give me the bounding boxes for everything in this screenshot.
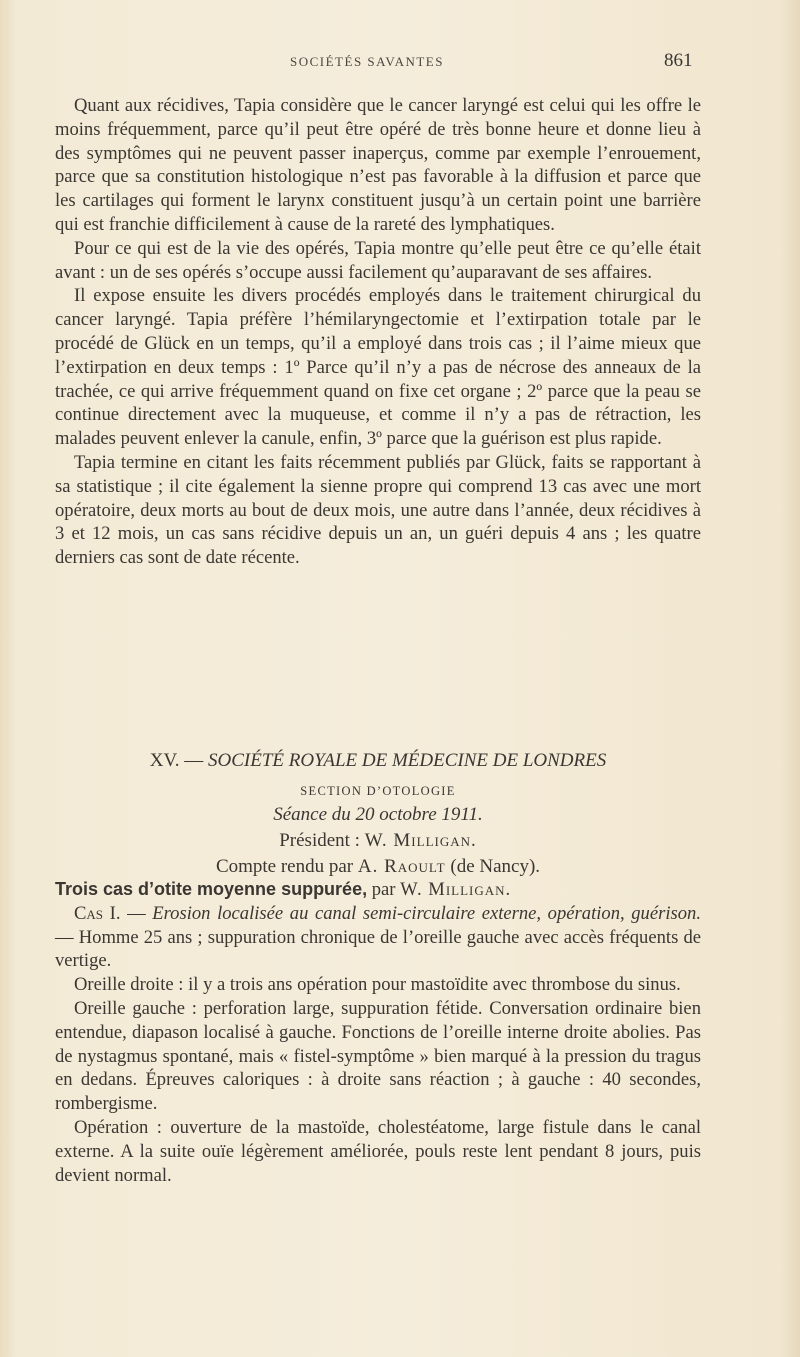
subsection-title: SECTION D’OTOLOGIE (300, 784, 456, 798)
compte-place: (de Nancy). (450, 856, 541, 877)
case-report (55, 878, 701, 1187)
case-summary: Erosion localisée au canal semi-circulaire externe, opération, guérison. (152, 902, 701, 924)
paragraph-procedes: Il expose ensuite les divers procédés employés dans le traitement chirurgical du cancer laryngé. Tapia préfère l’hémilaryngectomie et l’extirpation totale par le procédé de Glück en un temps, qu’il a employé dans trois cas ; il l’aime mieux que l’extirpation en deux temps : 1º Parce qu’il n’y a pas de nécrose des anneaux de la trachée, ce qui arrive fréquemment quand on fixe cet organe ; 2º parce que la peau se continue directement avec la muqueuse, et comme il n’y a pas de rétraction, les malades peuvent enlever la canule, enfin, 3º parce que la guérison est plus rapide. (55, 285, 701, 450)
case-one-intro (55, 902, 701, 973)
compte-rendu-line (55, 854, 701, 880)
page-number: 861 (664, 50, 693, 71)
case-paragraph-oreille-droite: Oreille droite : il y a trois ans opération pour mastoïdite avec thrombose du sinus. (74, 974, 681, 996)
president-label: Président : (279, 830, 360, 851)
section-number: XV. — (149, 750, 204, 771)
president-line (55, 828, 701, 854)
society-name: SOCIÉTÉ ROYALE DE MÉDECINE DE LONDRES (208, 750, 607, 771)
running-title: SOCIÉTÉS SAVANTES (290, 54, 444, 69)
president-name: W. Milligan. (364, 830, 477, 851)
case-label: Cas I. — (74, 902, 146, 924)
compte-author: A. Raoult (357, 856, 446, 877)
case-intro: — Homme 25 ans ; suppuration chronique de l’oreille gauche avec accès fréquents de vertige. (55, 926, 701, 972)
case-paragraph-operation: Opération : ouverture de la mastoïde, cholestéatome, large fistule dans le canal externe. A la suite ouïe légèrement améliorée, pouls reste lent pendant 8 jours, puis devient normal. (55, 1116, 701, 1186)
case-title: Trois cas d’otite moyenne suppurée, (55, 879, 368, 899)
compte-label: Compte rendu par (215, 856, 354, 877)
running-head (0, 50, 800, 74)
article-body (55, 94, 701, 570)
section-header (55, 748, 701, 880)
case-title-author: W. Milligan. (400, 879, 512, 900)
section-heading (55, 748, 701, 774)
paragraph-recidives: Quant aux récidives, Tapia considère que le cancer laryngé est celui qui les offre le moins fréquemment, parce qu’il peut être opéré de très bonne heure et donne lieu à des symptômes qui ne peuvent passer inaperçus, comme par exemple l’enrouement, parce que sa constitution histologique n’est pas favorable à la diffusion et parce que les cartilages qui forment le larynx constituent jusqu’à un certain point une barrière qui est franchie difficilement à cause de la rareté des lymphatiques. (55, 95, 701, 235)
case-title-by: par (371, 879, 396, 900)
paragraph-statistique: Tapia termine en citant les faits récemment publiés par Glück, faits se rapportant à sa statistique ; il cite également la sienne propre qui comprend 13 cas avec une mort opératoire, deux morts au bout de deux mois, une autre dans l’année, deux récidives à 3 et 12 mois, un cas sans récidive depuis un an, un guéri depuis 4 ans ; les quatre derniers cas sont de date récente. (55, 451, 701, 569)
seance-date: Séance du 20 octobre 1911. (273, 804, 483, 825)
case-paragraph-oreille-gauche: Oreille gauche : perforation large, suppuration fétide. Conversation ordinaire bien entendue, diapason localisé à gauche. Fonctions de l’oreille interne droite abolies. Pas de nystagmus spontané, mais « fistel-symptôme » bien marqué à la pression du tragus en dedans. Épreuves caloriques : à droite sans réaction ; à gauche : 40 secondes, rombergisme. (55, 997, 701, 1115)
paragraph-vie-operes: Pour ce qui est de la vie des opérés, Tapia montre qu’elle peut être ce qu’elle était avant : un de ses opérés s’occupe aussi facilement qu’auparavant de ses affaires. (55, 237, 701, 283)
case-title-line (55, 878, 701, 902)
